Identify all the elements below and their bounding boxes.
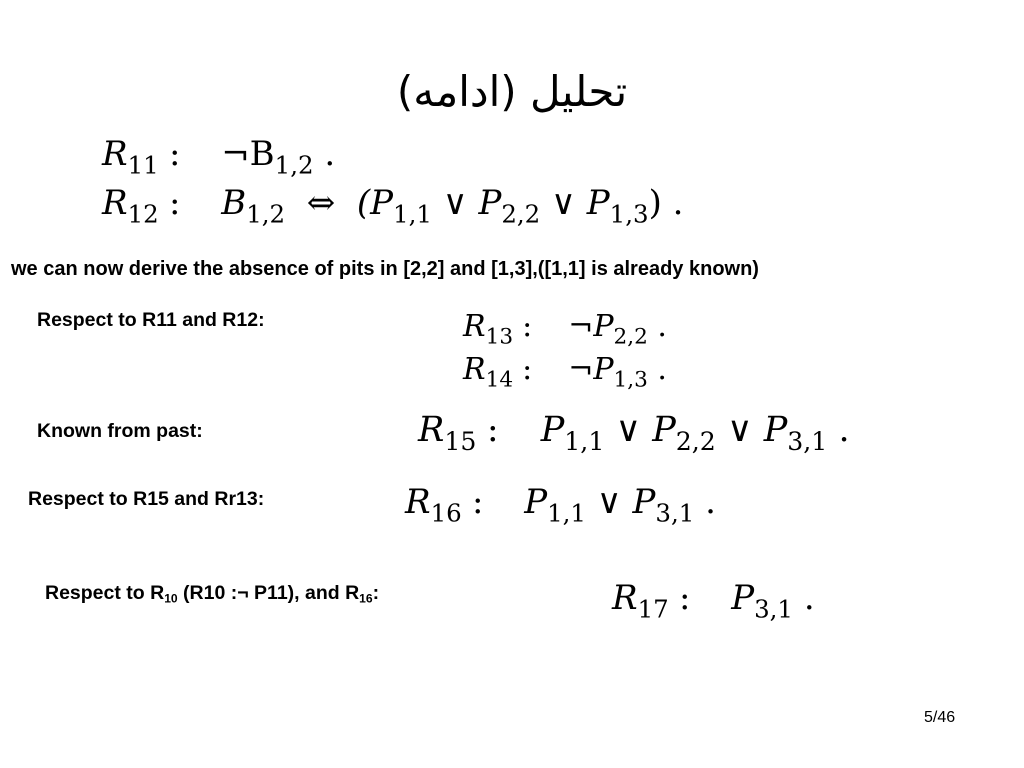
formula-r17: $R_{17}$ : $P_{3,1}$ . <box>612 578 815 624</box>
formula-r14: $R_{14}$ : $\neg P_{1,3}$ . <box>463 352 667 393</box>
formula-r13: $R_{13}$ : $\neg P_{2,2}$ . <box>463 309 667 350</box>
derive-text: we can now derive the absence of pits in [2,2] and [1,3],([1,1] is already known) <box>11 258 759 280</box>
label-respect-r11-r12: Respect to R11 and R12: <box>37 309 265 331</box>
label-respect-r15-r13: Respect to R15 and Rr13: <box>28 488 265 510</box>
formula-r16: $R_{16}$ : $P_{1,1}$ ∨ $P_{3,1}$ . <box>405 482 716 528</box>
label-respect-r10-r16: Respect to $R_{10}$ (R10 :¬ P11), and $R_{16}$: <box>45 582 380 606</box>
slide-title: تحلیل (ادامه) <box>396 67 628 116</box>
page-number: 5/46 <box>924 709 956 726</box>
formula-r11: $R_{11}$ : $\neg B_{1,2}$ . <box>102 134 336 180</box>
formula-r15: $R_{15}$ : $P_{1,1}$ ∨ $P_{2,2}$ ∨ $P_{3,1}$ . <box>418 410 850 456</box>
formula-r12: $R_{12}$ : $B_{1,2}$ ⇔ ($P_{1,1}$ ∨ $P_{2,2}$ ∨ $P_{1,3}$) . <box>102 183 684 229</box>
label-known-from-past: Known from past: <box>37 420 203 442</box>
